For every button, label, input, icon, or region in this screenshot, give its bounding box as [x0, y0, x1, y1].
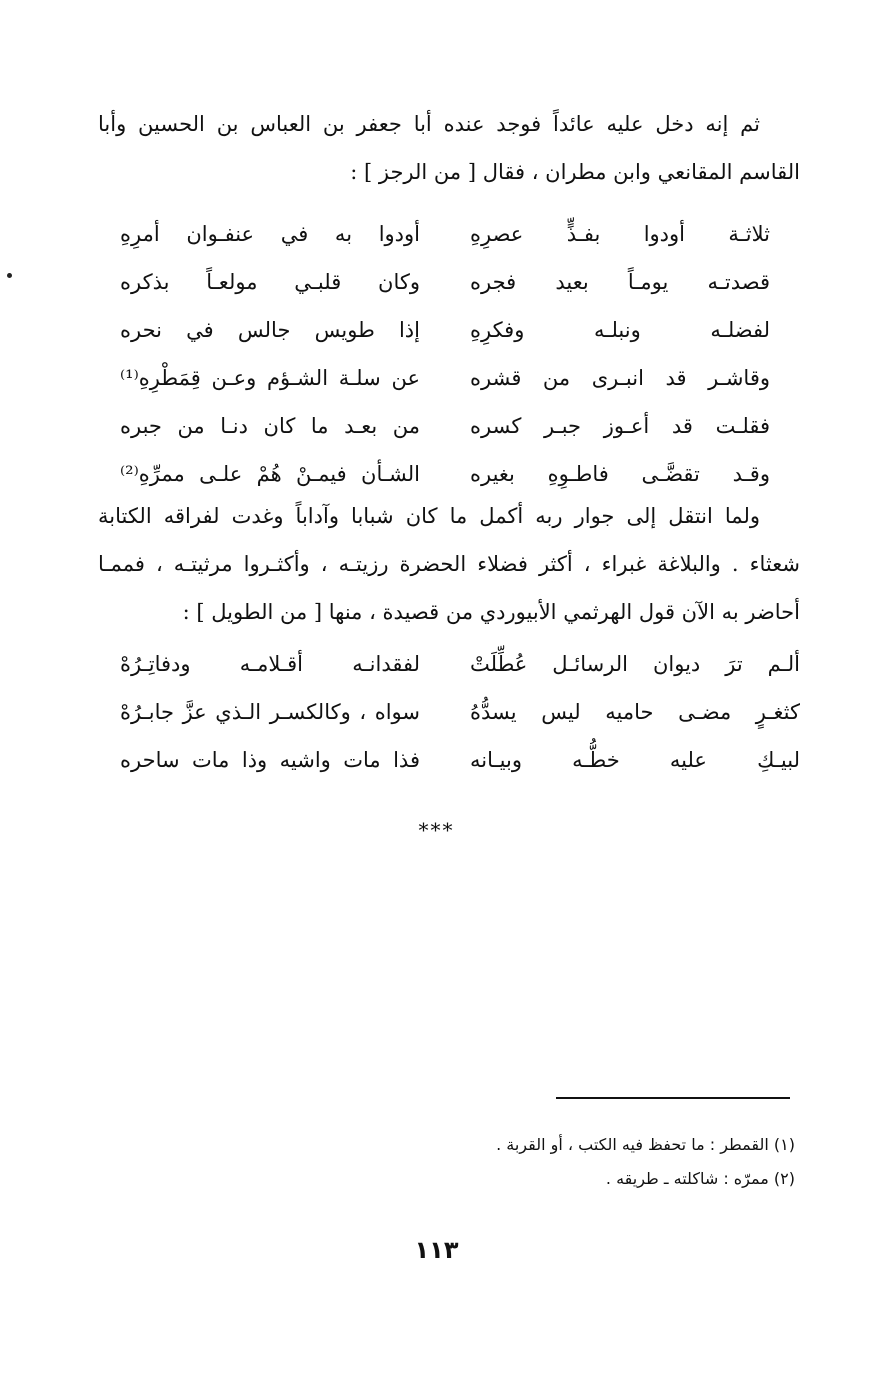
verse-second-hemistich: من بعـد ما كان دنـا من جبره	[120, 414, 420, 438]
intro-paragraph	[98, 100, 800, 196]
verse-first-hemistich: لبيـكِ عليه خطُّـه وبيـانه	[470, 748, 800, 772]
footnotes	[195, 1128, 795, 1196]
verse-first-hemistich: لفضلـه ونبلـه وفكرِهِ	[470, 318, 770, 342]
footnote-2: (٢) ممرّه : شاكلته ـ طريقه .	[605, 1169, 795, 1188]
verse-row	[120, 450, 770, 498]
verse-first-hemistich: وقاشـر قد انبـرى من قشره	[470, 366, 770, 390]
verse-row	[120, 258, 770, 306]
verse-first-hemistich: وقـد تقضَّـى فاطـوِهِ بغيره	[470, 462, 770, 486]
middle-line-1: ولما انتقل إلى جوار ربه أكمل ما كان شبابا وآداباً وغدت لفراقه الكتابة	[98, 504, 760, 528]
verse-first-hemistich: ثلاثـة أودوا بفـذٍّ عصرِهِ	[470, 222, 770, 246]
verse-second-hemistich: أودوا به في عنفـوان أمرِهِ	[120, 222, 420, 246]
verse-second-hemistich: لفقدانـه أقـلامـه ودفاتِـرُهْ	[120, 652, 420, 676]
scan-speck	[7, 273, 12, 278]
verse-second-hemistich: إذا طويس جالس في نحره	[120, 318, 420, 342]
poem-tawil	[120, 640, 800, 784]
section-separator: ***	[418, 818, 455, 842]
verse-second-hemistich: الشـأن فيمـنْ هُمْ علـى ممرِّهِ⁽²⁾	[120, 462, 420, 486]
verse-row	[120, 210, 770, 258]
verse-row	[120, 688, 800, 736]
intro-line-2: القاسم المقانعي وابن مطران ، فقال [ من الرجز ] :	[350, 160, 800, 184]
footnote-rule	[556, 1097, 790, 1099]
verse-row	[120, 402, 770, 450]
verse-row	[120, 640, 800, 688]
verse-first-hemistich: ألـم ترَ ديوان الرسائـل عُطِّلَتْ	[470, 652, 800, 676]
intro-line-1: ثم إنه دخل عليه عائداً فوجد عنده أبا جعفر بن العباس بن الحسين وأبا	[98, 112, 760, 136]
middle-line-3: أحاضر به الآن قول الهرثمي الأبيوردي من قصيدة ، منها [ من الطويل ] :	[182, 600, 800, 624]
verse-second-hemistich: عن سلـة الشـؤم وعـن قِمَطْرِهِ⁽¹⁾	[120, 366, 420, 390]
poem-rajaz	[120, 210, 770, 498]
footnote-1: (١) القمطر : ما تحفظ فيه الكتب ، أو القربة .	[496, 1135, 795, 1154]
page-number: ١١٣	[414, 1236, 459, 1264]
verse-row	[120, 736, 800, 784]
middle-line-2: شعثاء . والبلاغة غبراء ، أكثر فضلاء الحضرة رزيتـه ، وأكثـروا مرثيتـه ، فممـا	[98, 552, 800, 576]
verse-row	[120, 354, 770, 402]
verse-first-hemistich: قصدتـه يومـاً بعيد فجره	[470, 270, 770, 294]
verse-second-hemistich: وكان قلبـي مولعـاً بذكره	[120, 270, 420, 294]
verse-second-hemistich: سواه ، وكالكسـر الـذي عزَّ جابـرُهْ	[120, 700, 420, 724]
verse-first-hemistich: فقلـت قد أعـوز جبـر كسره	[470, 414, 770, 438]
middle-paragraph	[98, 492, 800, 636]
verse-row	[120, 306, 770, 354]
verse-first-hemistich: كثغـرٍ مضـى حاميه ليس يسدُّهُ	[470, 700, 800, 724]
verse-second-hemistich: فذا مات واشيه وذا مات ساحره	[120, 748, 420, 772]
